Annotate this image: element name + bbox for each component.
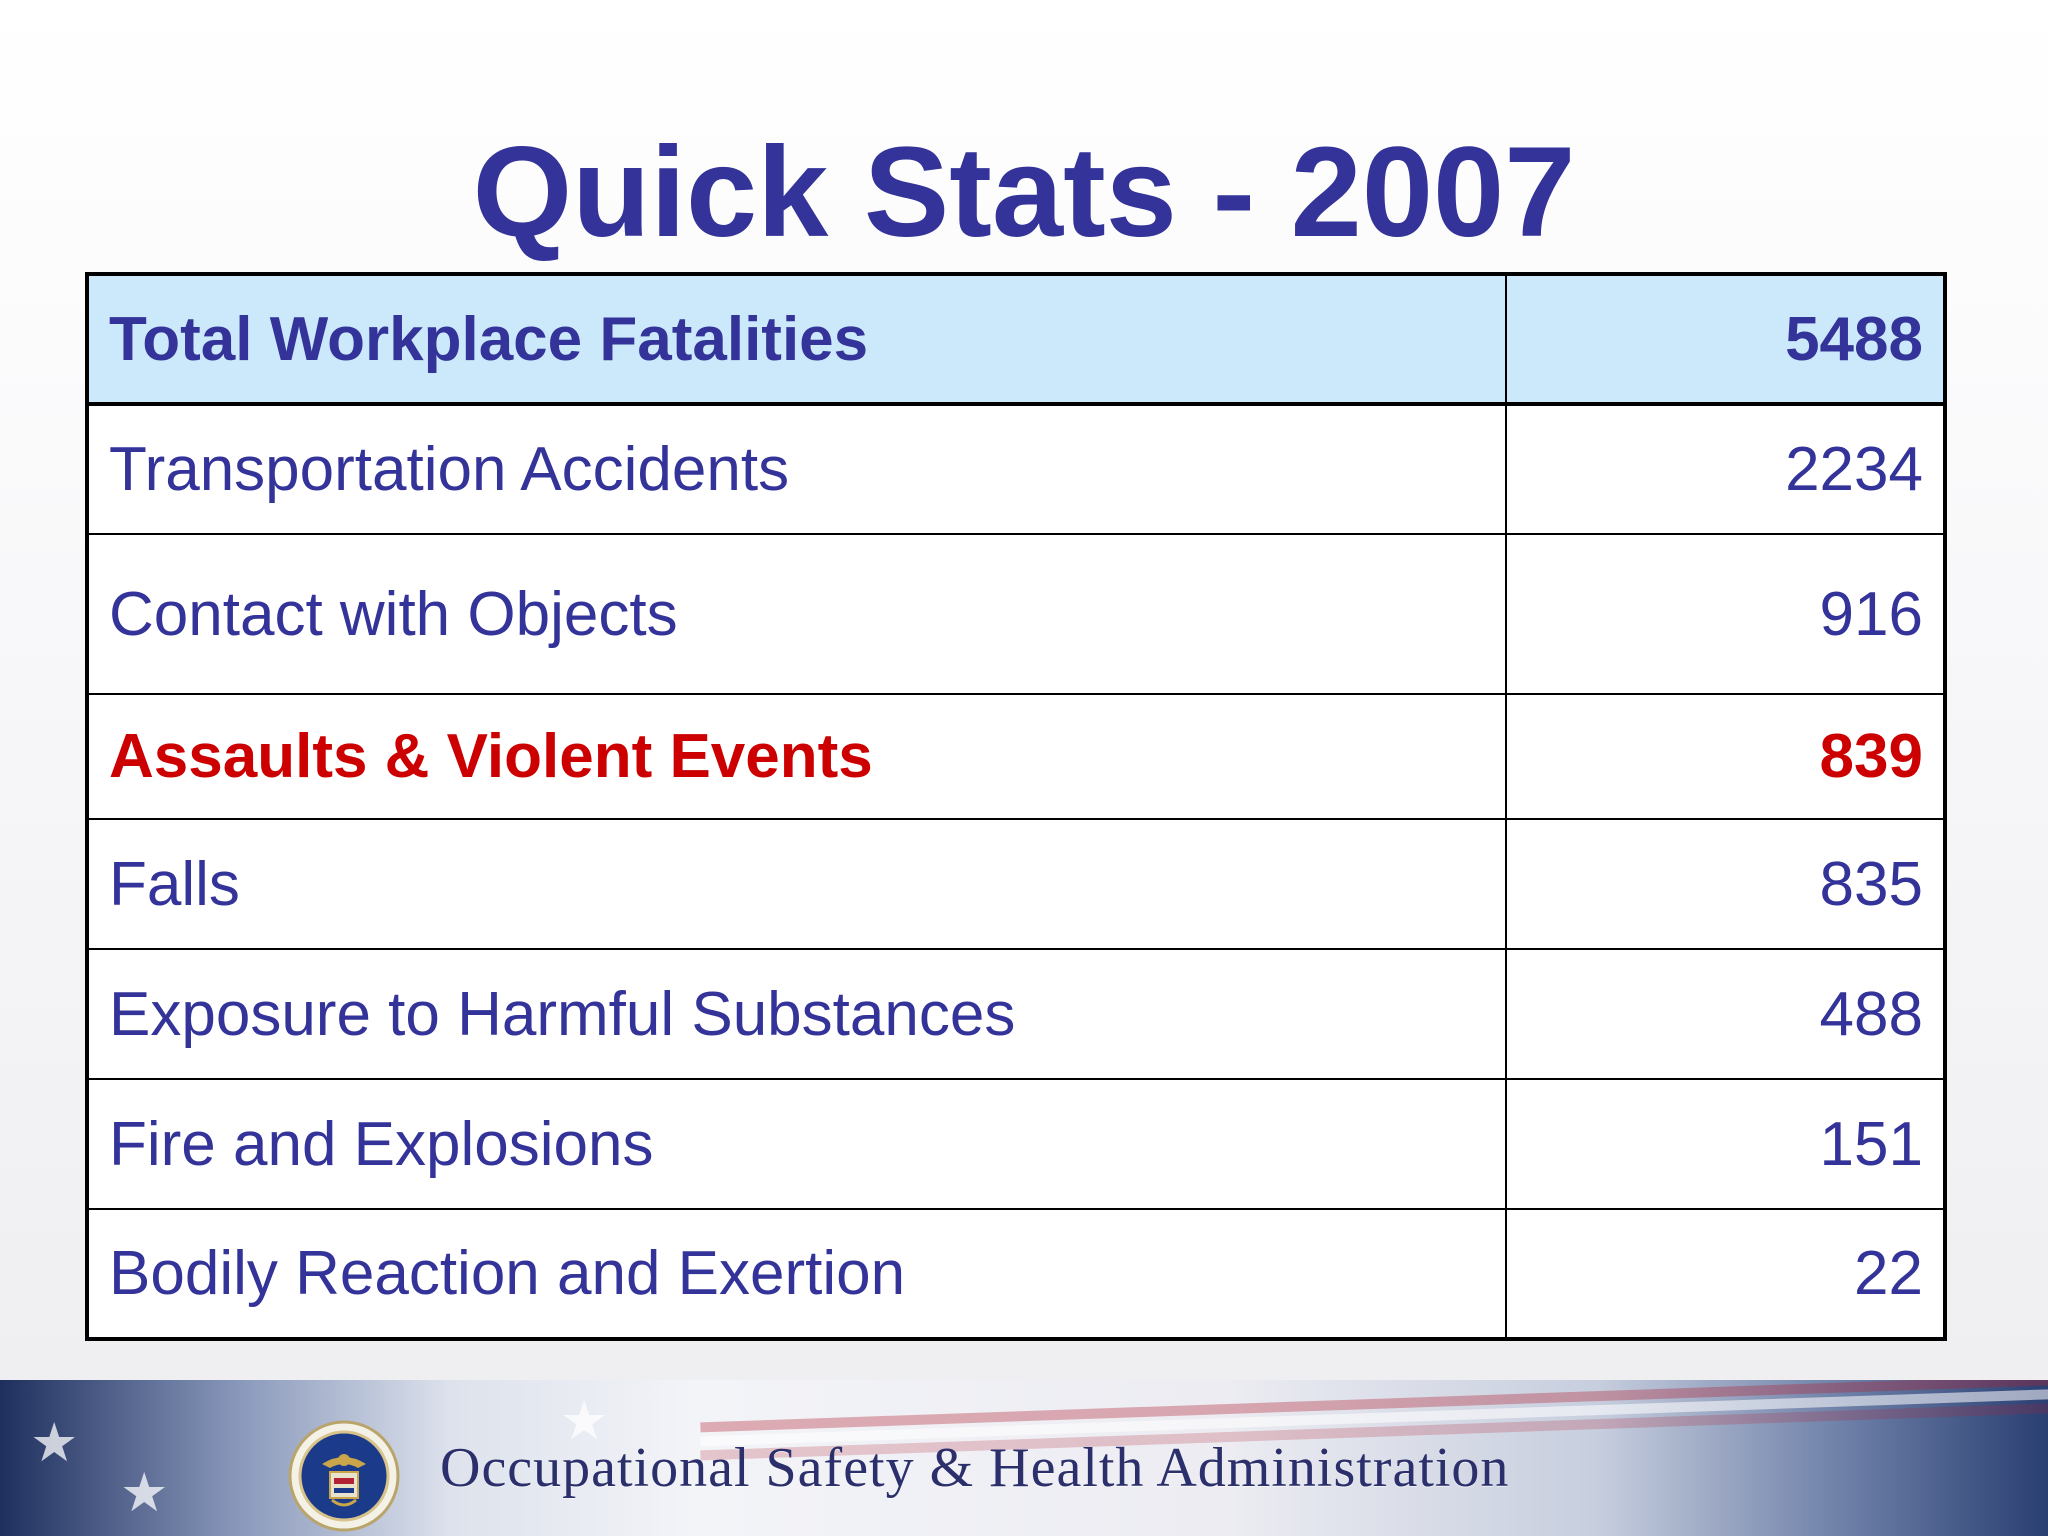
row-label: Assaults & Violent Events <box>87 694 1506 819</box>
table-row <box>87 819 1945 949</box>
dol-seal-icon <box>288 1420 400 1532</box>
row-label: Transportation Accidents <box>87 404 1506 534</box>
row-value: 22 <box>1506 1209 1945 1339</box>
row-value: 2234 <box>1506 404 1945 534</box>
table-row <box>87 1209 1945 1339</box>
table-row-highlight <box>87 694 1945 819</box>
row-value: 839 <box>1506 694 1945 819</box>
row-value: 488 <box>1506 949 1945 1079</box>
table-row <box>87 404 1945 534</box>
row-value: 916 <box>1506 534 1945 694</box>
footer-banner <box>0 1380 2048 1536</box>
star-icon: ★ <box>120 1463 169 1523</box>
star-icon: ★ <box>30 1413 79 1473</box>
header-value: 5488 <box>1506 274 1945 404</box>
row-label: Exposure to Harmful Substances <box>87 949 1506 1079</box>
header-label: Total Workplace Fatalities <box>87 274 1506 404</box>
table-header-row <box>87 274 1945 404</box>
row-label: Contact with Objects <box>87 534 1506 694</box>
table-row <box>87 534 1945 694</box>
agency-name: Occupational Safety & Health Administration <box>440 1437 1510 1499</box>
row-value: 835 <box>1506 819 1945 949</box>
row-label: Bodily Reaction and Exertion <box>87 1209 1506 1339</box>
star-icon: ★ <box>560 1391 609 1451</box>
row-value: 151 <box>1506 1079 1945 1209</box>
row-label: Fire and Explosions <box>87 1079 1506 1209</box>
stats-table <box>85 272 1947 1341</box>
table-row <box>87 1079 1945 1209</box>
row-label: Falls <box>87 819 1506 949</box>
slide-title: Quick Stats - 2007 <box>472 121 1576 264</box>
table-row <box>87 949 1945 1079</box>
